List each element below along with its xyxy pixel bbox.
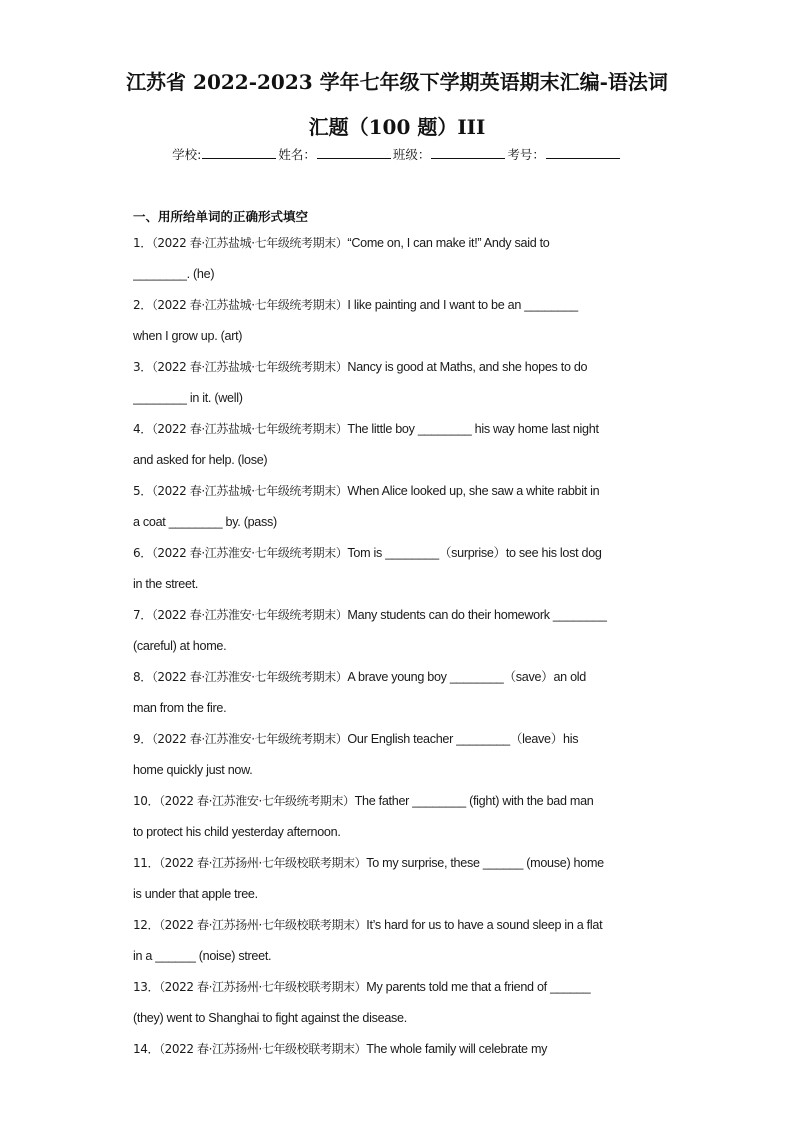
question-line — [133, 910, 661, 941]
class-blank[interactable] — [431, 146, 505, 159]
question-text: (careful) at home. — [133, 639, 227, 653]
question-line — [133, 507, 661, 538]
question-source: 14．（2022 春·江苏扬州·七年级校联考期末） — [133, 1042, 367, 1056]
question-line — [133, 786, 661, 817]
question-line — [133, 321, 661, 352]
question-line — [133, 290, 661, 321]
question-text: I like painting and I want to be an ________ — [347, 298, 578, 312]
name-blank[interactable] — [317, 146, 391, 159]
question-line — [133, 662, 661, 693]
question-source: 10．（2022 春·江苏淮安·七年级统考期末） — [133, 794, 355, 808]
name-label: 姓名： — [278, 147, 316, 162]
question-line — [133, 724, 661, 755]
school-blank[interactable] — [202, 146, 276, 159]
question-text: A brave young boy ________（save）an old — [347, 670, 586, 684]
question-line — [133, 538, 661, 569]
question-source: 4．（2022 春·江苏盐城·七年级统考期末） — [133, 422, 348, 436]
question-text: My parents told me that a friend of ______ — [366, 980, 591, 994]
question-text: The little boy ________ his way home last night — [347, 422, 599, 436]
question-line — [133, 383, 661, 414]
question-line — [133, 631, 661, 662]
question-source: 12．（2022 春·江苏扬州·七年级校联考期末） — [133, 918, 367, 932]
question-source: 13．（2022 春·江苏扬州·七年级校联考期末） — [133, 980, 367, 994]
question-line — [133, 755, 661, 786]
question-line — [133, 569, 661, 600]
question-text: when I grow up. (art) — [133, 329, 243, 343]
question-text: and asked for help. (lose) — [133, 453, 268, 467]
question-text: to protect his child yesterday afternoon. — [133, 825, 341, 839]
question-text: The father ________ (fight) with the bad man — [354, 794, 594, 808]
question-line — [133, 693, 661, 724]
question-source: 1．（2022 春·江苏盐城·七年级统考期末） — [133, 236, 348, 250]
question-line — [133, 228, 661, 259]
question-text: home quickly just now. — [133, 763, 253, 777]
number-blank[interactable] — [546, 146, 620, 159]
question-line — [133, 445, 661, 476]
question-source: 3．（2022 春·江苏盐城·七年级统考期末） — [133, 360, 348, 374]
question-line — [133, 414, 661, 445]
question-source: 2．（2022 春·江苏盐城·七年级统考期末） — [133, 298, 348, 312]
question-text: ________. (he) — [133, 267, 215, 281]
student-info-row — [0, 145, 794, 163]
question-text: (they) went to Shanghai to fight against the disease. — [133, 1011, 407, 1025]
question-list — [133, 228, 661, 1065]
question-text: in the street. — [133, 577, 199, 591]
question-text: It’s hard for us to have a sound sleep in a flat — [366, 918, 603, 932]
question-line — [133, 972, 661, 1003]
question-text: a coat ________ by. (pass) — [133, 515, 277, 529]
question-line — [133, 817, 661, 848]
question-text: To my surprise, these ______ (mouse) home — [366, 856, 604, 870]
question-line — [133, 879, 661, 910]
question-text: “Come on, I can make it!” Andy said to — [347, 236, 550, 250]
question-source: 9．（2022 春·江苏淮安·七年级统考期末） — [133, 732, 348, 746]
question-line — [133, 259, 661, 290]
question-line — [133, 1034, 661, 1065]
question-line — [133, 848, 661, 879]
question-text: The whole family will celebrate my — [366, 1042, 548, 1056]
question-text: Nancy is good at Maths, and she hopes to do — [347, 360, 588, 374]
question-source: 11．（2022 春·江苏扬州·七年级校联考期末） — [133, 856, 367, 870]
section-title: 一、用所给单词的正确形式填空 — [133, 209, 309, 224]
question-source: 8．（2022 春·江苏淮安·七年级统考期末） — [133, 670, 348, 684]
school-label: 学校: — [172, 147, 202, 162]
question-line — [133, 352, 661, 383]
question-text: Our English teacher ________（leave）his — [347, 732, 579, 746]
document-title-line-1: 江苏省 2022-2023 学年七年级下学期英语期末汇编-语法词 — [126, 70, 668, 94]
question-line — [133, 476, 661, 507]
question-text: Tom is ________（surprise）to see his lost dog — [347, 546, 602, 560]
document-title-line-2: 汇题（100 题）III — [308, 115, 486, 139]
question-line — [133, 1003, 661, 1034]
question-text: Many students can do their homework ________ — [347, 608, 607, 622]
question-source: 6．（2022 春·江苏淮安·七年级统考期末） — [133, 546, 348, 560]
class-label: 班级： — [392, 147, 431, 162]
question-text: ________ in it. (well) — [133, 391, 243, 405]
question-text: is under that apple tree. — [133, 887, 258, 901]
question-line — [133, 941, 661, 972]
question-text: man from the fire. — [133, 701, 227, 715]
number-label: 考号： — [507, 147, 545, 162]
question-source: 5．（2022 春·江苏盐城·七年级统考期末） — [133, 484, 348, 498]
question-text: When Alice looked up, she saw a white rabbit in — [347, 484, 600, 498]
question-source: 7．（2022 春·江苏淮安·七年级统考期末） — [133, 608, 348, 622]
question-line — [133, 600, 661, 631]
question-text: in a ______ (noise) street. — [133, 949, 272, 963]
